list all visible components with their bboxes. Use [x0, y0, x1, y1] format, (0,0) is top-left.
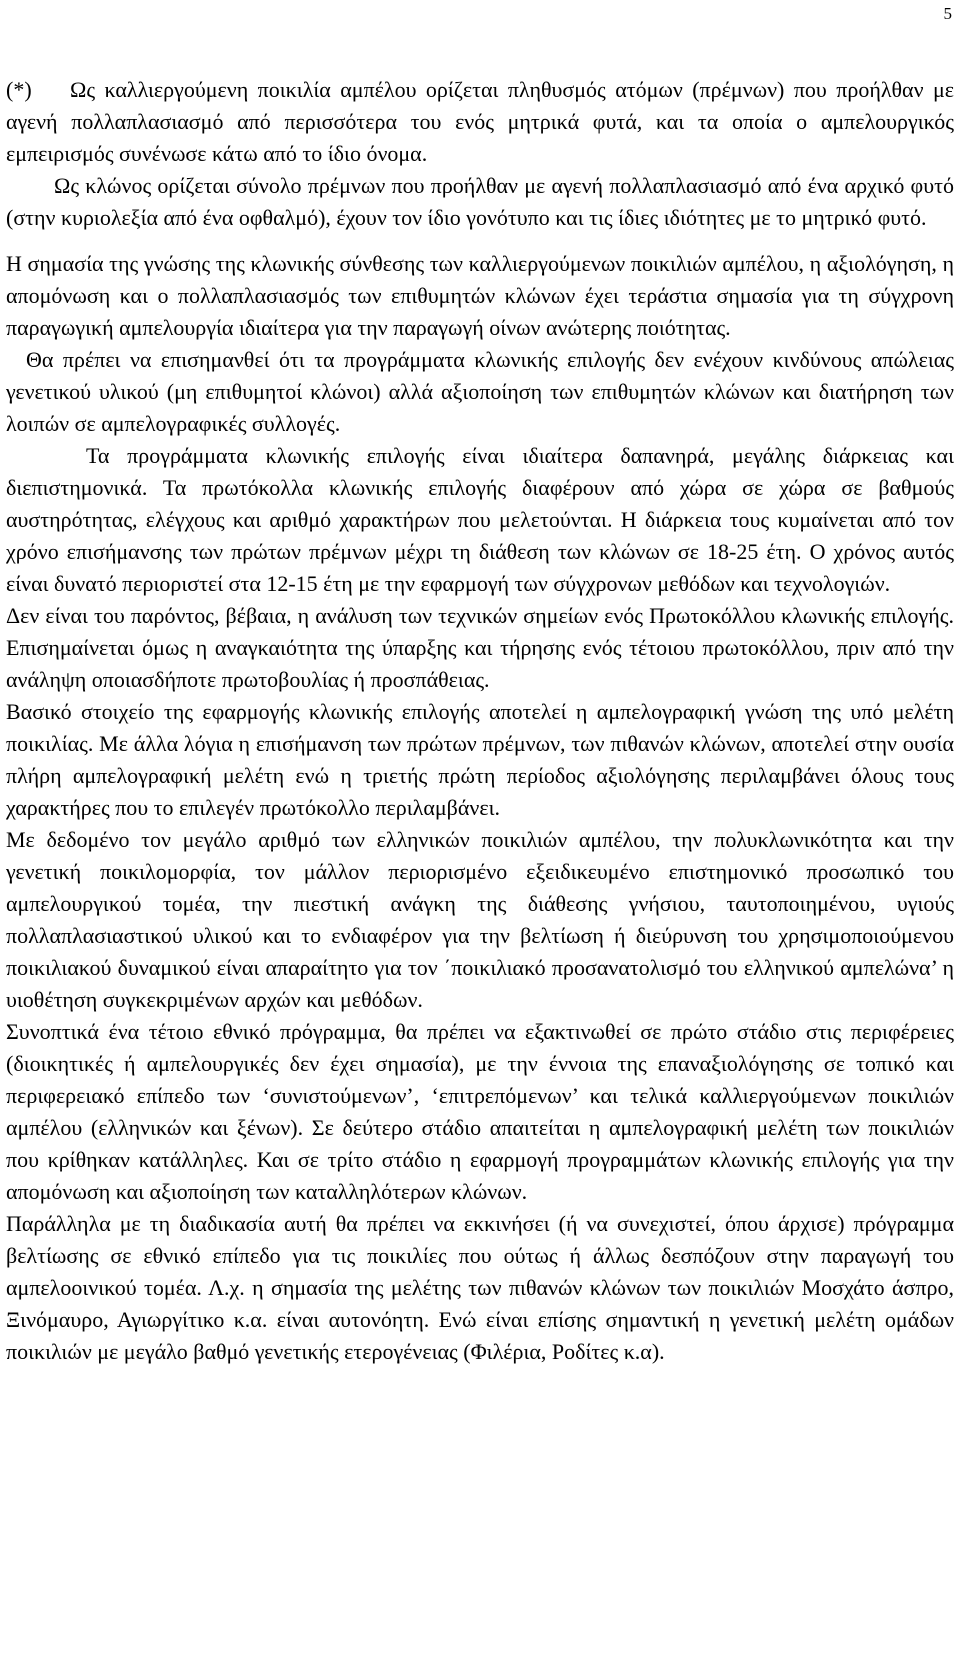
paragraph-importance: Η σημασία της γνώσης της κλωνικής σύνθεσης των καλλιεργούμενων ποικιλιών αμπέλου, η αξιολόγηση, η απομόνωση και ο πολλαπλασιασμός των επιθυμητών κλώνων έχει τεράστια σημασία για τη σύγχρονη παραγωγική αμπελουργία ιδιαίτερα για την παραγωγή οίνων ανώτερης ποιότητας.	[6, 251, 954, 340]
document-body	[6, 74, 954, 1368]
paragraph-protocol: Δεν είναι του παρόντος, βέβαια, η ανάλυση των τεχνικών σημείων ενός Πρωτοκόλλου κλωνικής επιλογής. Επισημαίνεται όμως η αναγκαιότητα της ύπαρξης και τήρησης ενός τέτοιου πρωτοκόλλου, πριν από την ανάληψη οποιασδήποτε πρωτοβουλίας ή προσπάθειας.	[6, 603, 954, 692]
paragraph-parallel-program: Παράλληλα με τη διαδικασία αυτή θα πρέπει να εκκινήσει (ή να συνεχιστεί, όπου άρχισε) πρόγραμμα βελτίωσης σε εθνικό επίπεδο για τις ποικιλίες που ούτως ή άλλως δεσπόζουν στην παραγωγή του αμπελοοινικού τομέα. Λ.χ. η σημασία της μελέτης των πιθανών κλώνων των ποικιλιών Μοσχάτο άσπρο, Ξινόμαυρο, Αγιωργίτικο κ.α. είναι αυτονόητη. Ενώ είναι επίσης σημαντική η γενετική μελέτη ομάδων ποικιλιών με μεγάλο βαθμό γενετικής ετερογένειας (Φιλέρια, Ροδίτες κ.α).	[6, 1211, 954, 1364]
paragraph-ampelography: Βασικό στοιχείο της εφαρμογής κλωνικής επιλογής αποτελεί η αμπελογραφική γνώση της υπό μελέτη ποικιλίας. Με άλλα λόγια η επισήμανση των πρώτων πρέμνων, των πιθανών κλώνων, αποτελεί στην ουσία πλήρη αμπελογραφική μελέτη ενώ η τριετής πρώτη περίοδος αξιολόγησης περιλαμβάνει όλους τους χαρακτήρες που το επιλεγέν πρωτόκολλο περιλαμβάνει.	[6, 699, 954, 820]
paragraph-national-program: Συνοπτικά ένα τέτοιο εθνικό πρόγραμμα, θα πρέπει να εξακτινωθεί σε πρώτο στάδιο στις περιφέρειες (διοικητικές ή αμπελουργικές δεν έχει σημασία), με την έννοια της επαναξιολόγησης σε τοπικό και περιφερειακό επίπεδο των ‘συνιστούμενων’, ‘επιτρεπόμενων’ και τελικά καλλιεργούμενων ποικιλιών αμπέλου (ελληνικών και ξένων). Σε δεύτερο στάδιο απαιτείται η αμπελογραφική μελέτη των ποικιλιών που κρίθηκαν κατάλληλες. Και σε τρίτο στάδιο η εφαρμογή προγραμμάτων κλωνικής επιλογής για την απομόνωση και αξιοποίηση των καταλληλότερων κλώνων.	[6, 1019, 954, 1204]
page-number: 5	[943, 4, 952, 23]
paragraph-greek-varieties: Με δεδομένο τον μεγάλο αριθμό των ελληνικών ποικιλιών αμπέλου, την πολυκλωνικότητα και την γενετική ποικιλομορφία, τον μάλλον περιορισμένο εξειδικευμένο επιστημονικό προσωπικό του αμπελουργικού τομέα, την πιεστική ανάγκη της διάθεσης γνήσιου, ταυτοποιημένου, υγιούς πολλαπλασιαστικού υλικού και το ενδιαφέρον για την βελτίωση ή διεύρυνση του χρησιμοποιούμενου ποικιλιακού δυναμικού είναι απαραίτητο για τον ΄ποικιλιακό προσανατολισμό του ελληνικού αμπελώνα’ η υιοθέτηση συγκεκριμένων αρχών και μεθόδων.	[6, 827, 954, 1012]
paragraph-definition-variety	[6, 74, 954, 170]
paragraph-text: Ως καλλιεργούμενη ποικιλία αμπέλου ορίζεται πληθυσμός ατόμων (πρέμνων) που προήλθαν με αγενή πολλαπλασιασμό από περισσότερα του ενός μητρικά φυτά, και τα οποία ο αμπελουργικός εμπειρισμός συνένωσε κάτω από το ίδιο όνομα.	[6, 77, 954, 166]
paragraph-definition-clone: Ως κλώνος ορίζεται σύνολο πρέμνων που προήλθαν με αγενή πολλαπλασιασμό από ένα αρχικό φυτό (στην κυριολεξία από ένα οφθαλμό), έχουν τον ίδιο γονότυπο και τις ίδιες ιδιότητες με το μητρικό φυτό.	[6, 173, 954, 230]
footnote-marker: (*)	[6, 77, 32, 102]
paragraph-programs: Τα προγράμματα κλωνικής επιλογής είναι ιδιαίτερα δαπανηρά, μεγάλης διάρκειας και διεπιστημονικά. Τα πρωτόκολλα κλωνικής επιλογής διαφέρουν από χώρα σε χώρα σε βαθμούς αυστηρότητας, ελέγχους και αριθμό χαρακτήρων που μελετούνται. Η διάρκεια τους κυμαίνεται από τον χρόνο επισήμανσης των πρώτων πρέμνων μέχρι τη διάθεση των κλώνων σε 18-25 έτη. Ο χρόνος αυτός είναι δυνατό περιοριστεί στα 12-15 έτη με την εφαρμογή των σύγχρονων μεθόδων και τεχνολογιών.	[6, 443, 954, 596]
paragraph-note: Θα πρέπει να επισημανθεί ότι τα προγράμματα κλωνικής επιλογής δεν ενέχουν κινδύνους απώλειας γενετικού υλικού (μη επιθυμητοί κλώνοι) αλλά αξιοποίηση των επιθυμητών κλώνων και διατήρηση των λοιπών σε αμπελογραφικές συλλογές.	[6, 347, 954, 436]
